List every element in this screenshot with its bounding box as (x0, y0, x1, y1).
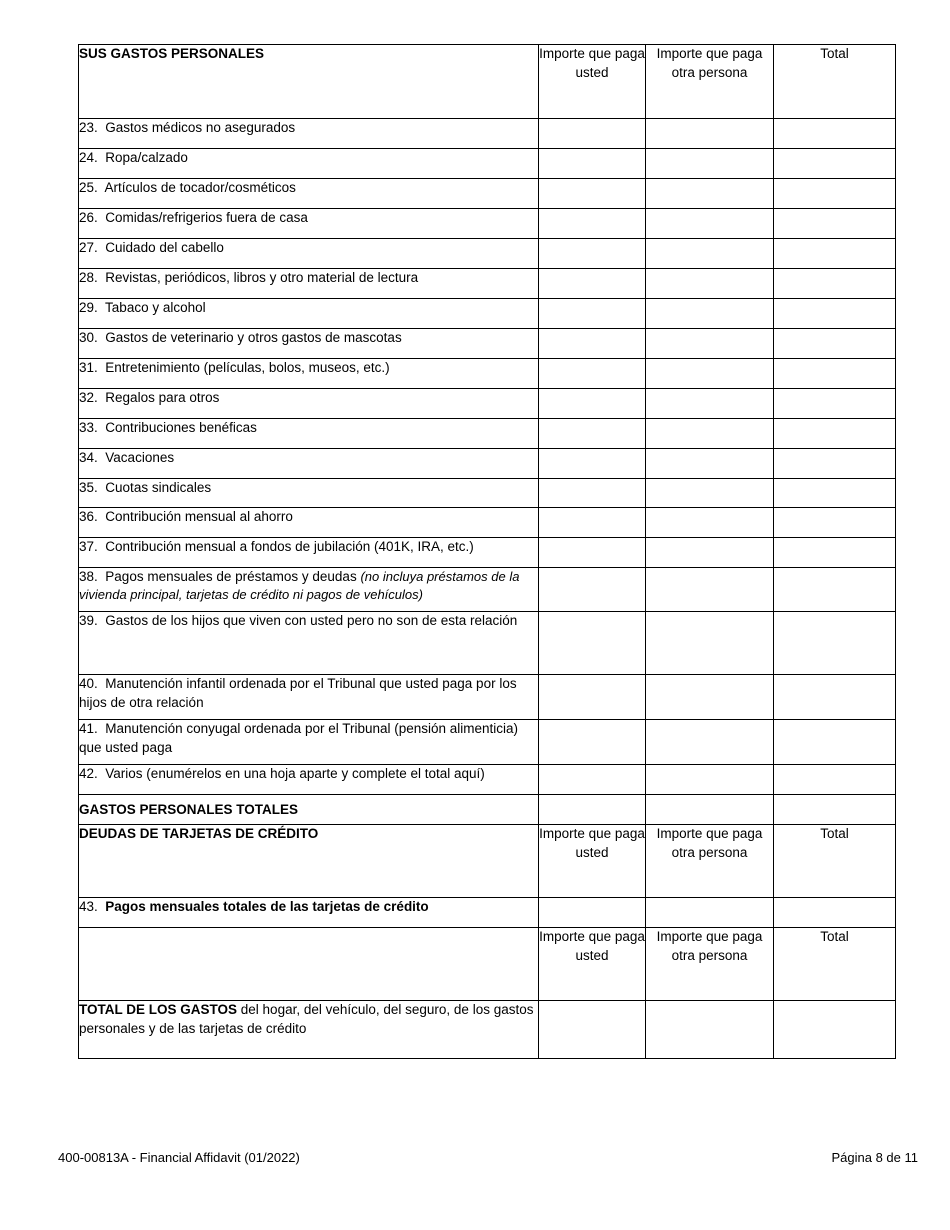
expense-total-field[interactable] (774, 389, 896, 419)
expense-you-amount-field[interactable] (539, 179, 646, 209)
expense-total-field[interactable] (774, 359, 896, 389)
expense-total-field[interactable] (774, 149, 896, 179)
credit-col-header-other: Importe que paga otra persona (646, 825, 774, 898)
expense-label (79, 269, 539, 299)
col-header-total: Total (774, 45, 896, 119)
expense-label (79, 538, 539, 568)
expense-row (79, 720, 896, 765)
item-number: 31. (79, 360, 98, 375)
expense-label (79, 119, 539, 149)
expense-other-amount-field[interactable] (646, 119, 774, 149)
grand-total-label (79, 1001, 539, 1059)
item-number: 36. (79, 509, 98, 524)
grand-total-label-rest: del hogar, del vehículo, del seguro, de los gastos personales y de las tarjetas de crédito (79, 1002, 534, 1036)
expense-total-field[interactable] (774, 508, 896, 538)
item-number: 27. (79, 240, 98, 255)
expense-total-field[interactable] (774, 568, 896, 612)
credit-col-header-total: Total (774, 825, 896, 898)
expense-you-amount-field[interactable] (539, 329, 646, 359)
personal-total-total-field[interactable] (774, 795, 896, 825)
credit-other-amount-field[interactable] (646, 898, 774, 928)
item-text: Pagos mensuales de préstamos y deudas (105, 569, 357, 584)
grand-total-total-field[interactable] (774, 1001, 896, 1059)
grand-total-you-amount-field[interactable] (539, 1001, 646, 1059)
expense-you-amount-field[interactable] (539, 568, 646, 612)
grand-col-header-you: Importe que paga usted (539, 928, 646, 1001)
expense-you-amount-field[interactable] (539, 508, 646, 538)
expense-you-amount-field[interactable] (539, 449, 646, 479)
expense-other-amount-field[interactable] (646, 508, 774, 538)
item-text: Cuotas sindicales (105, 480, 212, 495)
expense-you-amount-field[interactable] (539, 720, 646, 765)
expense-other-amount-field[interactable] (646, 329, 774, 359)
expense-total-field[interactable] (774, 538, 896, 568)
item-text: Contribución mensual al ahorro (105, 509, 293, 524)
expense-other-amount-field[interactable] (646, 568, 774, 612)
expense-label (79, 765, 539, 795)
expense-total-field[interactable] (774, 675, 896, 720)
expense-you-amount-field[interactable] (539, 765, 646, 795)
item-number: 33. (79, 420, 98, 435)
item-text: Manutención infantil ordenada por el Tribunal que usted paga por los hijos de otra relación (79, 676, 517, 710)
col-header-other: Importe que paga otra persona (646, 45, 774, 119)
item-number: 37. (79, 539, 98, 554)
expense-row (79, 508, 896, 538)
item-number: 25. (79, 180, 98, 195)
item-number: 28. (79, 270, 98, 285)
item-text: Gastos médicos no asegurados (105, 120, 296, 135)
expense-row (79, 479, 896, 508)
personal-total-you-amount-field[interactable] (539, 795, 646, 825)
item-text: Cuidado del cabello (105, 240, 224, 255)
expense-other-amount-field[interactable] (646, 389, 774, 419)
expense-other-amount-field[interactable] (646, 538, 774, 568)
expense-row (79, 239, 896, 269)
expense-other-amount-field[interactable] (646, 449, 774, 479)
expense-total-field[interactable] (774, 765, 896, 795)
expense-other-amount-field[interactable] (646, 675, 774, 720)
expense-you-amount-field[interactable] (539, 675, 646, 720)
expense-you-amount-field[interactable] (539, 299, 646, 329)
col-header-you: Importe que paga usted (539, 45, 646, 119)
expense-label (79, 209, 539, 239)
expense-you-amount-field[interactable] (539, 209, 646, 239)
item-text: Vacaciones (105, 450, 175, 465)
item-number: 29. (79, 300, 98, 315)
expense-row (79, 765, 896, 795)
grand-total-label-bold: TOTAL DE LOS GASTOS (79, 1002, 238, 1017)
expense-you-amount-field[interactable] (539, 239, 646, 269)
item-text: Manutención conyugal ordenada por el Tribunal (pensión alimenticia) que usted paga (79, 721, 519, 755)
expense-other-amount-field[interactable] (646, 479, 774, 508)
grand-total-other-amount-field[interactable] (646, 1001, 774, 1059)
item-text: Revistas, periódicos, libros y otro material de lectura (105, 270, 419, 285)
item-number: 23. (79, 120, 98, 135)
grand-col-header-other: Importe que paga otra persona (646, 928, 774, 1001)
expense-total-field[interactable] (774, 119, 896, 149)
item-number: 32. (79, 390, 98, 405)
expense-total-field[interactable] (774, 449, 896, 479)
expense-row (79, 179, 896, 209)
expense-label (79, 239, 539, 269)
expense-you-amount-field[interactable] (539, 119, 646, 149)
expense-row (79, 359, 896, 389)
grand-header-blank (79, 928, 539, 1001)
expense-label (79, 508, 539, 538)
item-text: Varios (enumérelos en una hoja aparte y complete el total aquí) (105, 766, 485, 781)
expense-row (79, 612, 896, 675)
expense-other-amount-field[interactable] (646, 720, 774, 765)
expense-you-amount-field[interactable] (539, 612, 646, 675)
form-id: 400-00813A - Financial Affidavit (01/2022) (58, 1150, 300, 1165)
personal-total-label: GASTOS PERSONALES TOTALES (79, 795, 539, 825)
item-number: 35. (79, 480, 98, 495)
expense-label (79, 329, 539, 359)
item-text: Tabaco y alcohol (105, 300, 206, 315)
expense-other-amount-field[interactable] (646, 209, 774, 239)
expense-label (79, 419, 539, 449)
expense-other-amount-field[interactable] (646, 359, 774, 389)
expense-you-amount-field[interactable] (539, 479, 646, 508)
expense-label (79, 299, 539, 329)
item-text: Comidas/refrigerios fuera de casa (105, 210, 308, 225)
expense-you-amount-field[interactable] (539, 359, 646, 389)
expense-you-amount-field[interactable] (539, 389, 646, 419)
expense-label (79, 612, 539, 675)
expense-total-field[interactable] (774, 239, 896, 269)
item-text: Contribución mensual a fondos de jubilación (401K, IRA, etc.) (105, 539, 474, 554)
item-note: (no incluya préstamos de la vivienda principal, tarjetas de crédito ni pagos de vehículos) (79, 569, 520, 602)
expense-label (79, 720, 539, 765)
item-number: 39. (79, 613, 98, 628)
expense-label (79, 479, 539, 508)
expense-other-amount-field[interactable] (646, 269, 774, 299)
item-text: Ropa/calzado (105, 150, 188, 165)
expense-total-field[interactable] (774, 299, 896, 329)
expense-other-amount-field[interactable] (646, 179, 774, 209)
grand-col-header-total: Total (774, 928, 896, 1001)
expense-label (79, 675, 539, 720)
credit-total-field[interactable] (774, 898, 896, 928)
expense-row (79, 299, 896, 329)
item-number: 24. (79, 150, 98, 165)
expense-row (79, 149, 896, 179)
item-text: Contribuciones benéficas (105, 420, 257, 435)
item-number: 43. (79, 899, 98, 914)
expense-row (79, 419, 896, 449)
grand-header-row (79, 928, 896, 1001)
item-text: Pagos mensuales totales de las tarjetas de crédito (105, 899, 429, 914)
expense-total-field[interactable] (774, 612, 896, 675)
expense-you-amount-field[interactable] (539, 419, 646, 449)
expense-row (79, 389, 896, 419)
expense-total-field[interactable] (774, 269, 896, 299)
item-number: 41. (79, 721, 98, 736)
expense-row (79, 538, 896, 568)
credit-you-amount-field[interactable] (539, 898, 646, 928)
page-number: Página 8 de 11 (831, 1150, 918, 1165)
expense-total-field[interactable] (774, 720, 896, 765)
expense-label (79, 149, 539, 179)
expense-total-field[interactable] (774, 479, 896, 508)
grand-total-row (79, 1001, 896, 1059)
expense-other-amount-field[interactable] (646, 239, 774, 269)
item-text: Entretenimiento (películas, bolos, museos, etc.) (105, 360, 390, 375)
item-text: Artículos de tocador/cosméticos (104, 180, 296, 195)
item-number: 26. (79, 210, 98, 225)
item-text: Gastos de veterinario y otros gastos de mascotas (105, 330, 402, 345)
expense-label (79, 389, 539, 419)
item-number: 38. (79, 569, 98, 584)
expense-other-amount-field[interactable] (646, 299, 774, 329)
expense-you-amount-field[interactable] (539, 269, 646, 299)
section-title: SUS GASTOS PERSONALES (79, 45, 539, 119)
personal-total-other-amount-field[interactable] (646, 795, 774, 825)
personal-total-row (79, 795, 896, 825)
expense-label (79, 568, 539, 612)
expense-other-amount-field[interactable] (646, 149, 774, 179)
item-number: 40. (79, 676, 98, 691)
expense-total-field[interactable] (774, 209, 896, 239)
header-row (79, 45, 896, 119)
expense-total-field[interactable] (774, 329, 896, 359)
item-number: 30. (79, 330, 98, 345)
item-text: Gastos de los hijos que viven con usted pero no son de esta relación (105, 613, 518, 628)
item-text: Regalos para otros (105, 390, 220, 405)
credit-row (79, 898, 896, 928)
expense-label (79, 449, 539, 479)
expense-other-amount-field[interactable] (646, 765, 774, 795)
expense-row (79, 269, 896, 299)
expense-label (79, 179, 539, 209)
credit-header-row (79, 825, 896, 898)
credit-col-header-you: Importe que paga usted (539, 825, 646, 898)
item-number: 42. (79, 766, 98, 781)
expense-row (79, 568, 896, 612)
expense-other-amount-field[interactable] (646, 419, 774, 449)
expense-row (79, 329, 896, 359)
expense-total-field[interactable] (774, 179, 896, 209)
item-number: 34. (79, 450, 98, 465)
expense-label (79, 359, 539, 389)
expense-row (79, 209, 896, 239)
expense-row (79, 675, 896, 720)
expense-you-amount-field[interactable] (539, 149, 646, 179)
expense-other-amount-field[interactable] (646, 612, 774, 675)
expense-total-field[interactable] (774, 419, 896, 449)
credit-section-title: DEUDAS DE TARJETAS DE CRÉDITO (79, 825, 539, 898)
credit-label (79, 898, 539, 928)
expense-row (79, 449, 896, 479)
expense-you-amount-field[interactable] (539, 538, 646, 568)
personal-expenses-table (78, 44, 896, 1059)
expense-row (79, 119, 896, 149)
